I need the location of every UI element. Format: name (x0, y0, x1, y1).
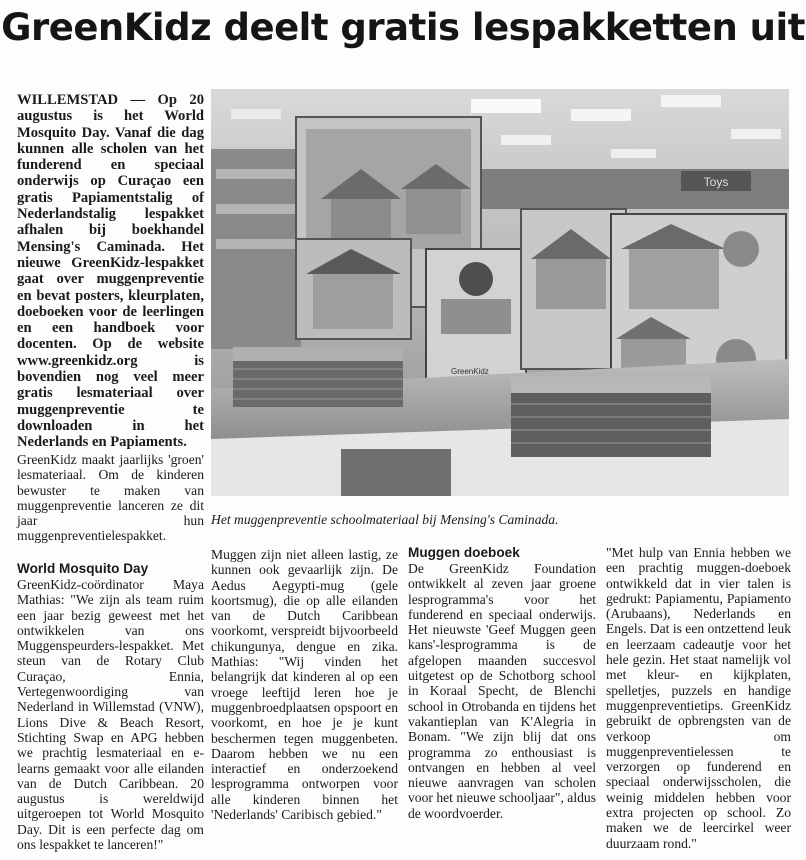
section-text-world-mosquito-day: GreenKidz-coördinator Maya Mathias: "We zijn als team ruim een jaar bezig geweest met het ontwikkelen van ons Muggenspeurders-lespakket. Met steun van de Rotary Club Curaçao, Ennia, Vertegenwoordiging van Nederland in Willemstad (VNW), Lions Dive & Beach Resort, Stichting Swap en APG hebben we prachtig lesmateriaal en e-learns gemaakt voor alle eilanden van de Dutch Caribbean. 20 augustus is wereldwijd uitgeroepen tot World Mosquito Day. Dit is een perfecte dag om ons lespakket te lanceren!" (17, 577, 204, 853)
column-4 (606, 545, 791, 851)
column-3 (408, 545, 596, 821)
poster-brand: GreenKidz (451, 367, 489, 376)
headline: GreenKidz deelt gratis lespakketten uit (1, 6, 805, 49)
column-4-text: "Met hulp van Ennia hebben we een prachtig muggen-doeboek ontwikkeld dat in vier talen is gedrukt: Papiamentu, Papiamento (Arubaans), Nederlands en Engels. Dat is een ontzettend leuk en leerzaam cadeautje voor het hele gezin. Het staat namelijk vol met kleur- en kijkplaten, spelletjes, puzzels en handige muggenpreventietips. GreenKidz gebruikt de opbrengsten van de verkoop om muggenpreventielessen te verzorgen op funderend en speciaal onderwijsscholen, die weinig middelen hebben voor extra projecten op school. Zo maken we de leercirkel weer duurzaam rond." (606, 545, 791, 851)
section-text-muggen-doeboek: De GreenKidz Foundation ontwikkelt al zeven jaar groene lesprogramma's voor het funderend en speciaal onderwijs. Het nieuwste 'Geef Muggen geen kans'-lesprogramma is de afgelopen maanden succesvol uitgetest op de Schotborg school in Koraal Specht, de Blenchi school in Otrobanda en tijdens het vakantieplan van K'Alegria in Bonam. "We zijn blij dat ons programma zo enthousiast is ontvangen en hebben al veel nieuwe aanvragen van scholen voor het nieuwe schooljaar", aldus de woordvoerder. (408, 561, 596, 821)
column-2-text: Muggen zijn niet alleen lastig, ze kunnen ook gevaarlijk zijn. De Aedus Aegypti-mug (gele koortsmug), die op alle eilanden van de Dutch Caribbean voorkomt, verspreidt bijvoorbeeld chikungunya, dengue en zika. Mathias: "Wij vinden het belangrijk dat kinderen al op een vroege leeftijd leren hoe je muggenbroedplaatsen opspoort en voorkomt, en hoe je je kunt beschermen tegen muggenbeten. Daarom hebben we nu een interactief en onderzoekend lesprogramma ontworpen voor alle kinderen binnen het 'Nederlands' Caribisch gebied." (211, 547, 398, 823)
photo-caption: Het muggenpreventie schoolmateriaal bij Mensing's Caminada. (211, 512, 559, 527)
column-1 (17, 561, 204, 852)
lead-paragraph: WILLEMSTAD — Op 20 augustus is het World Mosquito Day. Vanaf die dag kunnen alle scholen van het funderend en speciaal onderwijs op Curaçao een gratis Papiamentstalig of Nederlandstalig lespakket afhalen bij boekhandel Mensing's Caminada. Het nieuwe GreenKidz-lespakket gaat over muggenpreventie en bevat posters, kleurplaten, doeboeken voor de leerlingen en een handboek voor docenten. Op de website www.greenkidz.org is bovendien nog veel meer gratis lesmateriaal over muggenpreventie te downloaden in het Nederlands en Papiaments. (17, 92, 204, 451)
section-heading-muggen-doeboek: Muggen doeboek (408, 545, 520, 560)
column-2 (211, 547, 398, 822)
intro-paragraph: GreenKidz maakt jaarlijks 'groen' lesmateriaal. Om de kinderen bewuster te maken van muggenpreventie lanceren ze dit jaar hun muggenpreventielespakket. (17, 452, 204, 544)
toys-sign: Toys (703, 175, 729, 189)
store-photo (211, 89, 789, 496)
photo-illustration (211, 89, 789, 496)
section-heading-world-mosquito-day: World Mosquito Day (17, 561, 149, 576)
